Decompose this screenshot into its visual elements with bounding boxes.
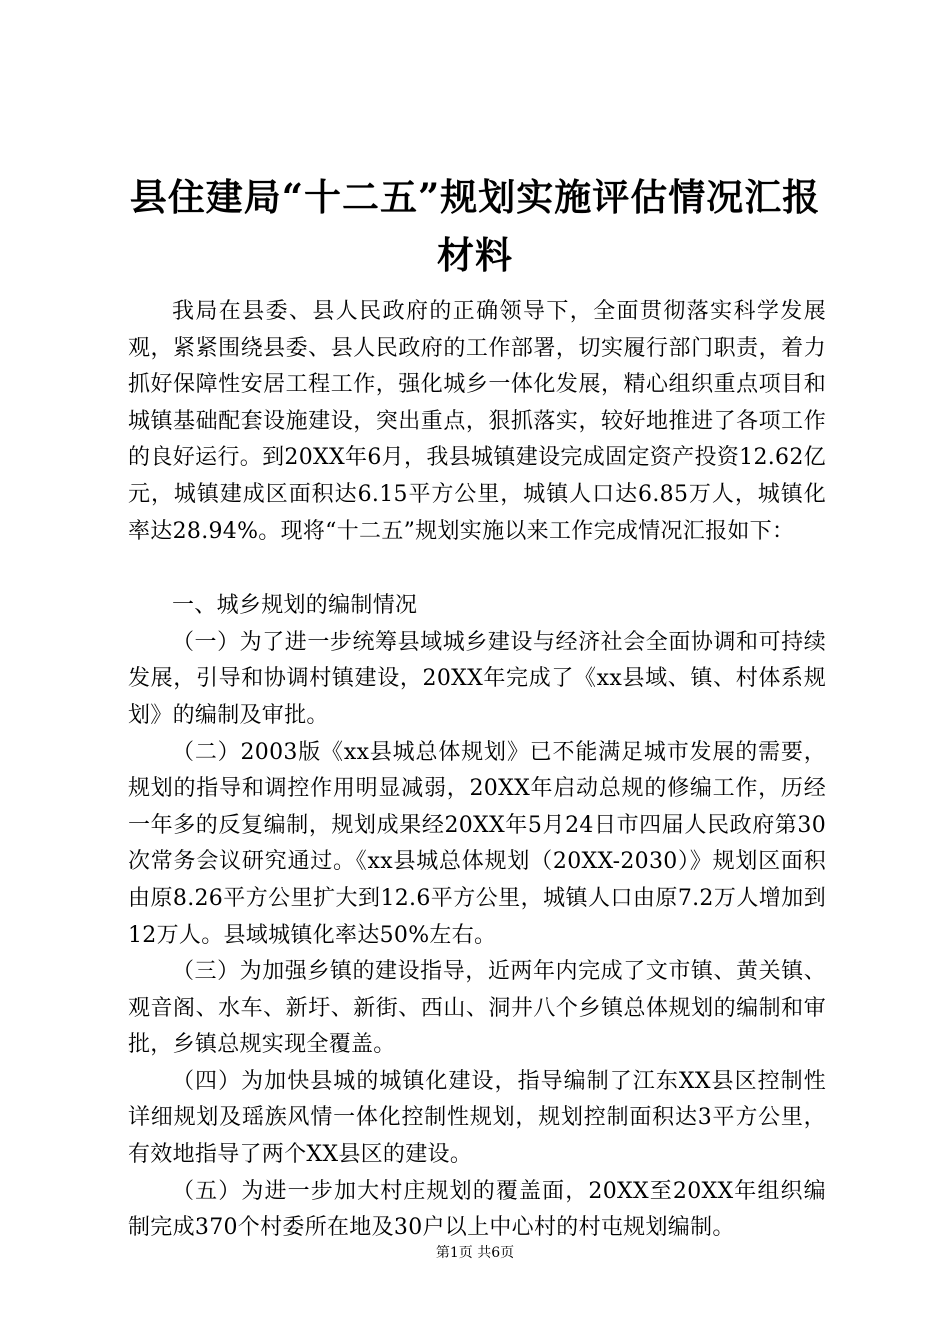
intro-paragraph: 我局在县委、县人民政府的正确领导下，全面贯彻落实科学发展观，紧紧围绕县委、县人民政府的工作部署，切实履行部门职责，着力抓好保障性安居工程工作，强化城乡一体化发展，精心组织重点项目和城镇基础配套设施建设，突出重点，狠抓落实，较好地推进了各项工作的良好运行。到20XX年6月，我县城镇建设完成固定资产投资12.62亿元，城镇建成区面积达6.15平方公里，城镇人口达6.85万人，城镇化率达28.94%。现将“十二五”规划实施以来工作完成情况汇报如下： (128, 299, 826, 544)
paragraph-item-3: （三）为加强乡镇的建设指导，近两年内完成了文市镇、黄关镇、观音阁、水车、新圩、新街、西山、洞井八个乡镇总体规划的编制和审批，乡镇总规实现全覆盖。 (128, 959, 826, 1058)
paragraph-item-5: （五）为进一步加大村庄规划的覆盖面，20XX至20XX年组织编制完成370个村委所在地及30户以上中心村的村屯规划编制。 (128, 1178, 826, 1241)
document-body (128, 294, 826, 1247)
paragraph-item-1: （一）为了进一步统筹县域城乡建设与经济社会全面协调和可持续发展，引导和协调村镇建设，20XX年完成了《xx县域、镇、村体系规划》的编制及审批。 (128, 629, 826, 728)
document-title: 县住建局“十二五”规划实施评估情况汇报材料 (129, 175, 821, 277)
section-heading: 一、城乡规划的编制情况 (172, 593, 418, 619)
page-number-footer: 第1页 共6页 (435, 1245, 515, 1261)
paragraph-item-4: （四）为加快县城的城镇化建设，指导编制了江东XX县区控制性详细规划及瑶族风情一体化控制性规划，规划控制面积达3平方公里，有效地指导了两个XX县区的建设。 (128, 1068, 826, 1168)
paragraph-item-2: （二）2003版《xx县城总体规划》已不能满足城市发展的需要，规划的指导和调控作用明显减弱，20XX年启动总规的修编工作，历经一年多的反复编制，规划成果经20XX年5月24日市四届人民政府第30次常务会议研究通过。《xx县城总体规划（20XX-2030）》规划区面积由原8.26平方公里扩大到12.6平方公里，城镇人口由原7.2万人增加到12万人。县域城镇化率达50%左右。 (128, 739, 826, 948)
